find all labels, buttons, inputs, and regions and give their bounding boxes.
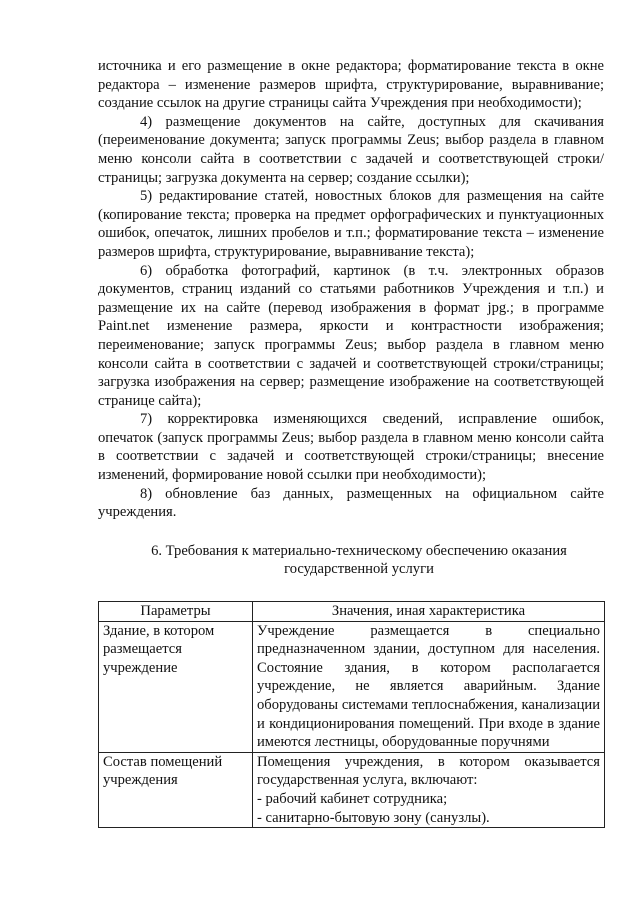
paragraph-continuation: источника и его размещение в окне редактора; форматирование текста в окне редактора – изменение размеров шрифта, структурирование, выравнивание; создание ссылок на другие страницы сайта Учреждения при необходимости); — [98, 58, 604, 112]
document-page — [98, 57, 604, 828]
paragraph-item-8: 8) обновление баз данных, размещенных на официальном сайте учреждения. — [98, 485, 604, 521]
table-row — [99, 752, 605, 827]
table-cell-value — [253, 752, 605, 827]
value-line: Учреждение размещается в специально предназначенном здании, доступном для населения. Состояние здания, в котором располагается учреждение, не является аварийным. Здание оборудованы системами теплоснабжения, канализации и кондиционирования помещений. При входе в здание имеются лестницы, оборудованные поручнями — [257, 622, 600, 751]
paragraph-item-4: 4) размещение документов на сайте, доступных для скачивания (переименование документа; запуск программы Zeus; выбор раздела в главном меню консоли сайта в соответствии с задачей и соответствующей строки/страницы; загрузка документа на сервер; создание ссылки); — [98, 113, 604, 186]
column-header-parameters: Параметры — [99, 602, 253, 622]
requirements-table — [98, 601, 605, 828]
table-cell-value — [253, 621, 605, 752]
section-title: 6. Требования к материально-техническому обеспечению оказания государственной услуги — [151, 542, 567, 578]
value-line: Помещения учреждения, в котором оказывается государственная услуга, включают: — [257, 753, 600, 789]
paragraph-item-6: 6) обработка фотографий, картинок (в т.ч. электронных образов документов, страниц изданий со статьями работников Учреждения и т.п.) и размещение их на сайте (перевод изображения в формат jpg.; в программе Paint.net изменение размера, яркости и контрастности изображения; переименование; запуск программы Zeus; выбор раздела в главном меню консоли сайта в соответствии с задачей и соответствующей строки/страницы; загрузка изображения на сервер; размещение изображение на соответствующей странице сайта); — [98, 262, 604, 409]
value-line: - рабочий кабинет сотрудника; — [257, 790, 448, 807]
table-row — [99, 621, 605, 752]
column-header-values: Значения, иная характеристика — [253, 602, 605, 622]
value-line: - санитарно-бытовую зону (санузлы). — [257, 809, 490, 826]
table-header-row — [99, 602, 605, 622]
table-cell-parameter: Состав помещений учреждения — [99, 752, 253, 827]
paragraph-item-7: 7) корректировка изменяющихся сведений, исправление ошибок, опечаток (запуск программы Zeus; выбор раздела в главном меню консоли сайта в соответствии с задачей и соответствующей строки/страницы; внесение изменений, формирование новой ссылки при необходимости); — [98, 411, 604, 484]
paragraph-item-5: 5) редактирование статей, новостных блоков для размещения на сайте (копирование текста; проверка на предмет орфографических и пунктуационных ошибок, опечаток, лишних пробелов и т.п.; форматирование текста – изменение размеров шрифта, структурирование, выравнивание текста); — [98, 188, 604, 260]
table-cell-parameter: Здание, в котором размещается учреждение — [99, 621, 253, 752]
